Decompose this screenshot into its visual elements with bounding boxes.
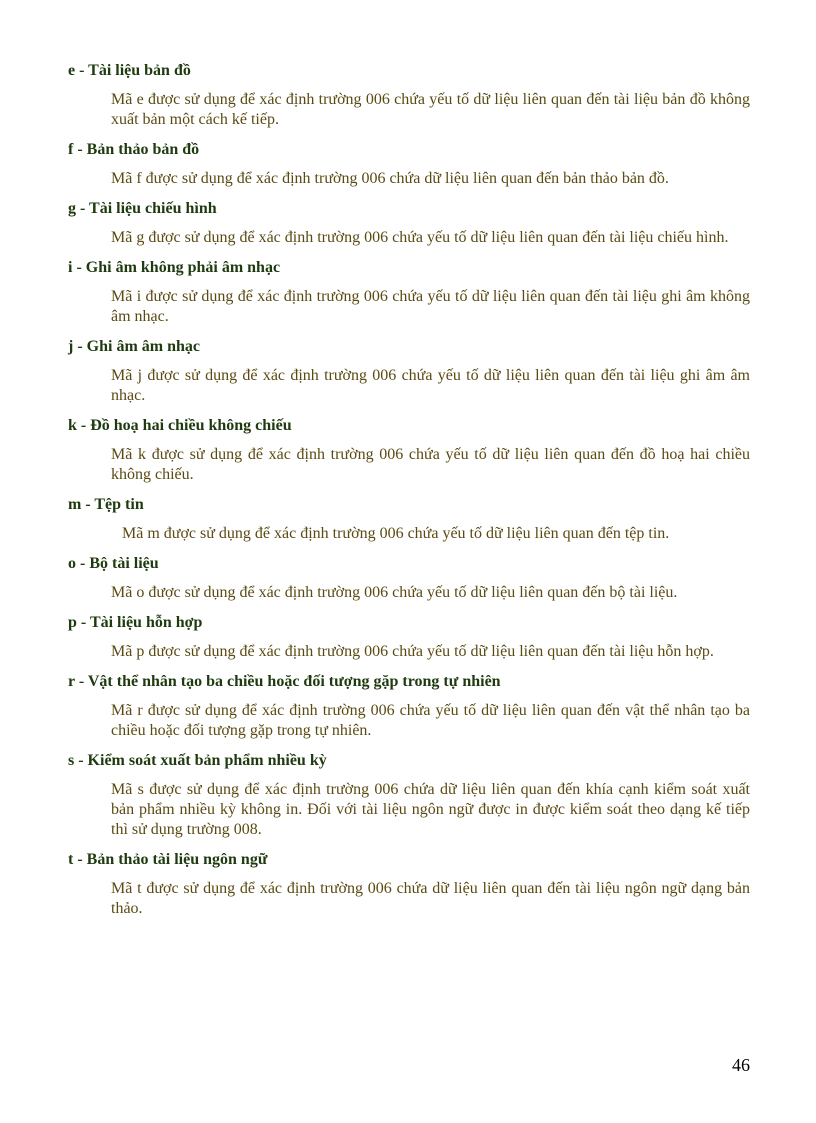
entry-g [68,198,750,248]
entry-j [68,336,750,406]
entry-heading: e - Tài liệu bản đồ [68,62,191,79]
document-body [68,60,750,928]
entry-description: Mã m được sử dụng để xác định trường 006 chứa yếu tố dữ liệu liên quan đến tệp tin. [122,525,670,542]
entry-i [68,257,750,327]
entry-f [68,139,750,189]
entry-description: Mã f được sử dụng để xác định trường 006 chứa dữ liệu liên quan đến bản thảo bản đồ. [111,170,669,187]
entry-heading: r - Vật thể nhân tạo ba chiều hoặc đối tượng gặp trong tự nhiên [68,673,501,690]
entry-e [68,60,750,130]
entry-description: Mã p được sử dụng để xác định trường 006 chứa yếu tố dữ liệu liên quan đến tài liệu hỗn hợp. [111,643,714,660]
entry-description: Mã i được sử dụng để xác định trường 006 chứa yếu tố dữ liệu liên quan đến tài liệu ghi âm không âm nhạc. [111,288,750,325]
entry-description: Mã r được sử dụng để xác định trường 006 chứa yếu tố dữ liệu liên quan đến vật thể nhân tạo ba chiều hoặc đối tượng gặp trong tự nhiên. [111,702,750,739]
entry-description: Mã j được sử dụng để xác định trường 006 chứa yếu tố dữ liệu liên quan đến tài liệu ghi âm âm nhạc. [111,367,750,404]
entry-r [68,671,750,741]
entry-description: Mã s được sử dụng để xác định trường 006 chứa dữ liệu liên quan đến khía cạnh kiểm soát xuất bản phẩm nhiều kỳ không in. Đối với tài liệu ngôn ngữ được in được kiểm soát theo dạng kế tiếp thì sử dụng trường 008. [111,781,750,838]
entry-p [68,612,750,662]
entry-description: Mã k được sử dụng để xác định trường 006 chứa yếu tố dữ liệu liên quan đến đồ hoạ hai chiều không chiếu. [111,446,750,483]
entry-heading: m - Tệp tin [68,496,144,513]
entry-heading: s - Kiểm soát xuất bản phẩm nhiều kỳ [68,752,327,769]
entry-t [68,849,750,919]
entry-heading: t - Bản thảo tài liệu ngôn ngữ [68,851,268,868]
entry-heading: f - Bản thảo bản đồ [68,141,200,158]
page-number: 46 [732,1055,750,1075]
entry-heading: j - Ghi âm âm nhạc [68,338,200,355]
entry-o [68,553,750,603]
entry-description: Mã g được sử dụng để xác định trường 006 chứa yếu tố dữ liệu liên quan đến tài liệu chiếu hình. [111,229,729,246]
entry-heading: k - Đồ hoạ hai chiều không chiếu [68,417,292,434]
entry-heading: o - Bộ tài liệu [68,555,159,572]
entry-description: Mã e được sử dụng để xác định trường 006 chứa yếu tố dữ liệu liên quan đến tài liệu bản đồ không xuất bản một cách kế tiếp. [111,91,750,128]
entry-k [68,415,750,485]
entry-heading: p - Tài liệu hỗn hợp [68,614,203,631]
entry-s [68,750,750,840]
entry-heading: g - Tài liệu chiếu hình [68,200,217,217]
entry-description: Mã o được sử dụng để xác định trường 006 chứa yếu tố dữ liệu liên quan đến bộ tài liệu. [111,584,678,601]
entry-description: Mã t được sử dụng để xác định trường 006 chứa dữ liệu liên quan đến tài liệu ngôn ngữ dạng bản thảo. [111,880,750,917]
entry-heading: i - Ghi âm không phải âm nhạc [68,259,281,276]
entry-m [68,494,750,544]
